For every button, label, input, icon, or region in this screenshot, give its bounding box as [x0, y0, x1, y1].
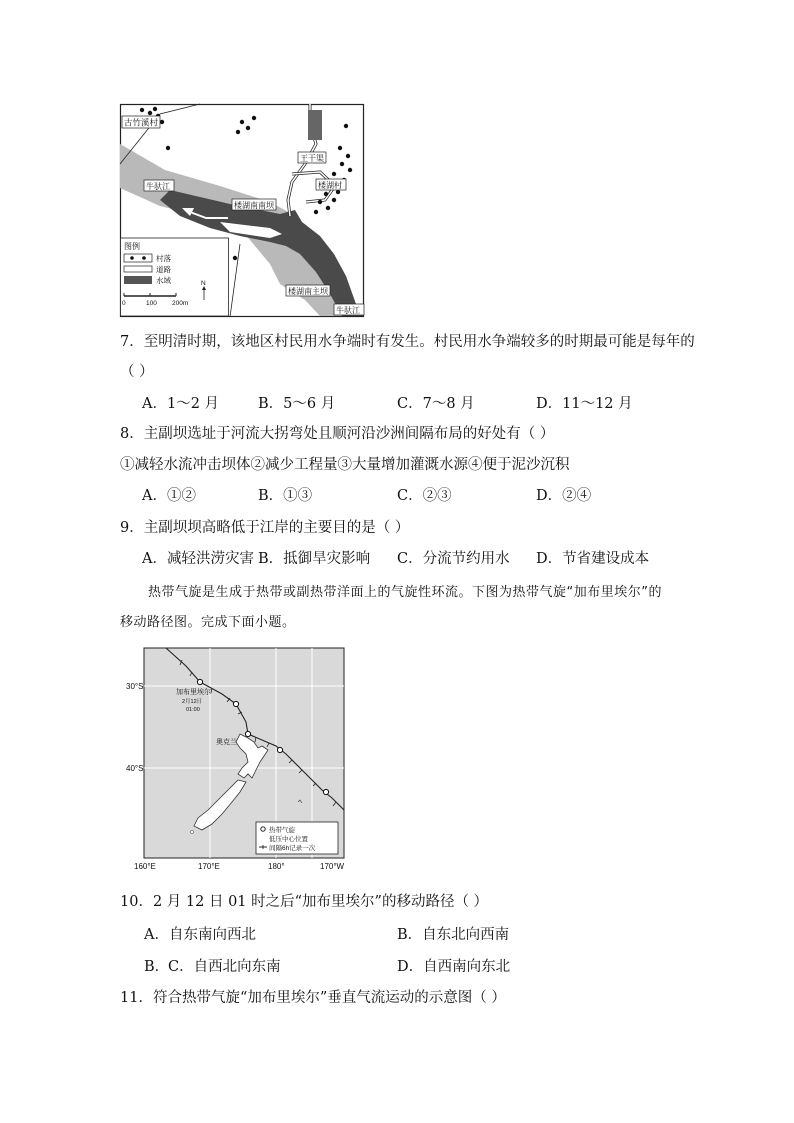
- q7-stem-line2: （ ）: [120, 364, 154, 380]
- q9-option-b[interactable]: B．抵御旱灾影响: [258, 551, 371, 567]
- q11-stem: 11．符合热带气旋“加布里埃尔”垂直气流运动的示意图（ ）: [120, 990, 506, 1006]
- q10-stem: 10．2 月 12 日 01 时之后“加布里埃尔”的移动路径（ ）: [120, 894, 489, 910]
- lon-label-170w: 170°W: [320, 862, 345, 871]
- legend-interval: 间隔6h记录一次: [269, 845, 316, 852]
- q8-choices: ①减轻水流冲击坝体②减少工程量③大量增加灌溉水源④便于泥沙沉积: [120, 457, 570, 473]
- legend-water: 水域: [156, 276, 171, 285]
- label-village: 楼湖村: [318, 181, 342, 190]
- q10-option-b[interactable]: B．自东北向西南: [397, 927, 510, 943]
- label-main-dam: 楼湖南南坝: [234, 201, 274, 210]
- legend-cyclone-icon: [261, 827, 265, 831]
- lat-label-30s: 30°S: [126, 682, 144, 691]
- svg-text:0: 0: [122, 300, 126, 307]
- q7-stem-line1: 7．至明清时期，该地区村民用水争端时有发生。村民用水争端较多的时期最可能是每年的: [120, 334, 695, 350]
- legend-village: 村落: [156, 254, 171, 263]
- q7-option-d[interactable]: D．11～12 月: [536, 396, 633, 412]
- svg-text:100: 100: [146, 300, 157, 307]
- cyclone-intro-line1: 热带气旋是生成于热带或副热带洋面上的气旋性环流。下图为热带气旋“加布里埃尔”的: [148, 585, 662, 600]
- q10-option-a[interactable]: A．自东南向西北: [144, 927, 256, 943]
- q8-option-b[interactable]: B．①③: [258, 488, 313, 504]
- legend-road: 道路: [156, 265, 171, 274]
- q7-option-b[interactable]: B．5～6 月: [258, 396, 336, 412]
- lon-label-160e: 160°E: [134, 862, 156, 871]
- q9-stem: 9．主副坝坝高略低于江岸的主要目的是（ ）: [120, 520, 410, 536]
- lon-label-170e: 170°E: [198, 862, 220, 871]
- q10-option-c[interactable]: C．自西北向东南: [168, 959, 281, 975]
- lon-label-180: 180°: [268, 862, 285, 871]
- stewart-island: [191, 831, 194, 834]
- legend-center: 低压中心位置: [269, 836, 308, 843]
- cyclone-name: 加布里埃尔: [176, 689, 211, 696]
- label-river-right: 牛驮江: [336, 306, 360, 315]
- q7-option-a[interactable]: A．1～2 月: [142, 396, 220, 412]
- label-river-left: 牛驮江: [146, 182, 170, 191]
- legend-title: 图例: [124, 242, 140, 251]
- lat-label-40s: 40°S: [126, 764, 144, 773]
- svg-text:200m: 200m: [172, 300, 189, 307]
- q9-option-d[interactable]: D．节省建设成本: [536, 551, 650, 567]
- q10-option-d[interactable]: D．自西南向东北: [397, 959, 511, 975]
- q9-option-a[interactable]: A．减轻洪涝灾害: [142, 551, 254, 567]
- cyclone-intro-line2: 移动路径图。完成下面小题。: [120, 615, 296, 630]
- water-body: [308, 110, 322, 140]
- label-sub-dam: 楼湖南主坝: [288, 287, 328, 296]
- cyclone-date: 2月12日: [182, 699, 203, 705]
- river-dam-map: [120, 104, 364, 317]
- cyclone-time: 01:00: [186, 707, 200, 713]
- label-wangganqu: 王干渠: [300, 154, 324, 163]
- q8-option-c[interactable]: C．②③: [397, 488, 452, 504]
- q8-option-a[interactable]: A．①②: [142, 488, 196, 504]
- north-label: N: [201, 280, 206, 287]
- label-guzhuxi: 古竹溪村: [124, 117, 159, 128]
- cyclone-track-map: [126, 646, 356, 874]
- q9-option-c[interactable]: C．分流节约用水: [397, 551, 510, 567]
- q8-option-d[interactable]: D．②④: [536, 488, 592, 504]
- q8-stem: 8．主副坝选址于河流大拐弯处且顺河沿沙洲间隔布局的好处有（ ）: [120, 426, 555, 442]
- q7-option-c[interactable]: C．7～8 月: [397, 396, 475, 412]
- city-auckland: 奥克兰: [216, 739, 237, 746]
- legend-cyclone: 热带气旋: [269, 827, 295, 834]
- q10-option-c-prefix: B．: [144, 959, 170, 975]
